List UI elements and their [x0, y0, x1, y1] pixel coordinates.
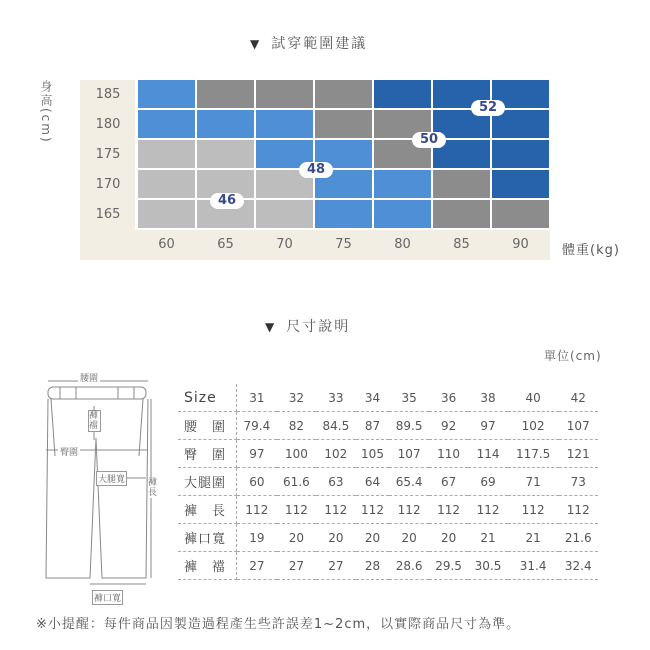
- fit-cell: [138, 80, 195, 108]
- table-cell: 102: [316, 440, 355, 468]
- fit-cell: [256, 110, 313, 138]
- weight-label: 60: [158, 237, 175, 252]
- table-cell: 20: [277, 524, 316, 552]
- weight-label: 85: [453, 237, 470, 252]
- weight-label: 65: [217, 237, 234, 252]
- fit-cell: [197, 110, 254, 138]
- table-cell: 29.5: [429, 552, 468, 580]
- table-cell: 71: [508, 468, 559, 496]
- waist-label: 腰圍: [78, 371, 100, 384]
- table-cell: 69: [468, 468, 507, 496]
- row-label: 褲 襠: [178, 552, 237, 580]
- table-row: [178, 412, 598, 440]
- height-label: 170: [95, 177, 121, 192]
- row-label: 臀 圍: [178, 440, 237, 468]
- table-cell: 27: [237, 552, 277, 580]
- fit-cell: [315, 200, 372, 228]
- fit-cell: [138, 170, 195, 198]
- fit-cell: [138, 110, 195, 138]
- reminder-note: ※小提醒：每件商品因製造過程產生些許誤差1~2cm，以實際商品尺寸為準。: [36, 617, 521, 632]
- chart-ylabel: 身高(cm): [39, 80, 53, 144]
- table-cell: 79.4: [237, 412, 277, 440]
- fit-cell: [492, 170, 549, 198]
- table-cell: 61.6: [277, 468, 316, 496]
- table-cell: 121: [559, 440, 599, 468]
- table-row: [178, 440, 598, 468]
- table-cell: 102: [508, 412, 559, 440]
- weight-label: 70: [276, 237, 293, 252]
- size-bubble: 48: [299, 162, 333, 178]
- size-header-cell: 32: [277, 384, 316, 412]
- table-cell: 92: [429, 412, 468, 440]
- fit-cell: [374, 200, 431, 228]
- table-row: [178, 496, 598, 524]
- row-label: 腰 圍: [178, 412, 237, 440]
- height-label: 180: [95, 117, 121, 132]
- hem-label: 褲口寬: [92, 590, 123, 605]
- table-cell: 28: [356, 552, 390, 580]
- size-header-cell: 31: [237, 384, 277, 412]
- table-cell: 89.5: [389, 412, 428, 440]
- pants-outline: [36, 368, 166, 608]
- table-cell: 82: [277, 412, 316, 440]
- table-cell: 100: [277, 440, 316, 468]
- table-cell: 84.5: [316, 412, 355, 440]
- fit-cell: [138, 140, 195, 168]
- table-cell: 20: [356, 524, 390, 552]
- table-cell: 20: [389, 524, 428, 552]
- table-row: [178, 524, 598, 552]
- fit-cell: [315, 110, 372, 138]
- table-cell: 107: [559, 412, 599, 440]
- table-cell: 110: [429, 440, 468, 468]
- size-header-cell: 40: [508, 384, 559, 412]
- table-cell: 107: [389, 440, 428, 468]
- table-cell: 87: [356, 412, 390, 440]
- size-bubble: 46: [210, 193, 244, 209]
- size-header-cell: 34: [356, 384, 390, 412]
- table-cell: 112: [429, 496, 468, 524]
- size-header-cell: 35: [389, 384, 428, 412]
- table-cell: 112: [468, 496, 507, 524]
- table-cell: 32.4: [559, 552, 599, 580]
- chart-xlabel: 體重(kg): [562, 243, 620, 258]
- table-header-row: [178, 384, 598, 412]
- size-header-cell: 42: [559, 384, 599, 412]
- table-row: [178, 552, 598, 580]
- fit-cell: [433, 170, 490, 198]
- triangle-down-icon: ▼: [250, 37, 262, 51]
- size-bubble: 50: [412, 132, 446, 148]
- size-header-cell: 33: [316, 384, 355, 412]
- table-cell: 20: [429, 524, 468, 552]
- fit-cell: [256, 200, 313, 228]
- table-cell: 112: [237, 496, 277, 524]
- fit-cell: [374, 80, 431, 108]
- table-cell: 63: [316, 468, 355, 496]
- triangle-down-icon: ▼: [265, 320, 277, 334]
- size-header-cell: 38: [468, 384, 507, 412]
- table-cell: 21.6: [559, 524, 599, 552]
- table-cell: 30.5: [468, 552, 507, 580]
- thigh-label: 大腿寬: [96, 471, 127, 486]
- table-cell: 28.6: [389, 552, 428, 580]
- row-label: 褲 長: [178, 496, 237, 524]
- table-cell: 27: [277, 552, 316, 580]
- table-cell: 112: [389, 496, 428, 524]
- size-header-label: Size: [178, 384, 237, 412]
- table-cell: 31.4: [508, 552, 559, 580]
- fit-cell: [433, 200, 490, 228]
- fit-cell: [256, 80, 313, 108]
- weight-label: 80: [394, 237, 411, 252]
- unit-label: 單位(cm): [544, 349, 602, 363]
- table-cell: 21: [508, 524, 559, 552]
- fit-chart: [0, 0, 650, 270]
- hip-label: 臀圍: [58, 445, 80, 458]
- fit-cell: [374, 170, 431, 198]
- weight-label: 90: [512, 237, 529, 252]
- table-cell: 112: [277, 496, 316, 524]
- table-cell: 19: [237, 524, 277, 552]
- size-table: [178, 384, 598, 580]
- table-cell: 112: [508, 496, 559, 524]
- table-cell: 65.4: [389, 468, 428, 496]
- size-info-title: [265, 316, 350, 336]
- length-label: 褲長: [148, 478, 158, 498]
- fit-cell: [197, 140, 254, 168]
- fit-cell: [492, 200, 549, 228]
- table-row: [178, 468, 598, 496]
- table-cell: 27: [316, 552, 355, 580]
- height-label: 165: [95, 207, 121, 222]
- table-cell: 112: [316, 496, 355, 524]
- row-label: 褲口寬: [178, 524, 237, 552]
- table-cell: 112: [356, 496, 390, 524]
- height-label: 185: [95, 87, 121, 102]
- table-cell: 67: [429, 468, 468, 496]
- row-label: 大腿圍: [178, 468, 237, 496]
- rise-label: 褲襠: [88, 410, 101, 432]
- size-header-cell: 36: [429, 384, 468, 412]
- table-cell: 20: [316, 524, 355, 552]
- fit-range-title-text: 試穿範圍建議: [271, 36, 368, 52]
- table-cell: 60: [237, 468, 277, 496]
- table-cell: 73: [559, 468, 599, 496]
- height-label: 175: [95, 147, 121, 162]
- size-bubble: 52: [471, 100, 505, 116]
- table-cell: 21: [468, 524, 507, 552]
- table-cell: 97: [237, 440, 277, 468]
- fit-cell: [138, 200, 195, 228]
- table-cell: 114: [468, 440, 507, 468]
- pants-diagram: [36, 368, 166, 608]
- weight-label: 75: [335, 237, 352, 252]
- size-info-title-text: 尺寸說明: [286, 319, 351, 335]
- table-cell: 105: [356, 440, 390, 468]
- table-cell: 64: [356, 468, 390, 496]
- table-cell: 97: [468, 412, 507, 440]
- table-cell: 112: [559, 496, 599, 524]
- fit-cell: [315, 80, 372, 108]
- fit-cell: [492, 140, 549, 168]
- table-cell: 117.5: [508, 440, 559, 468]
- fit-cell: [197, 80, 254, 108]
